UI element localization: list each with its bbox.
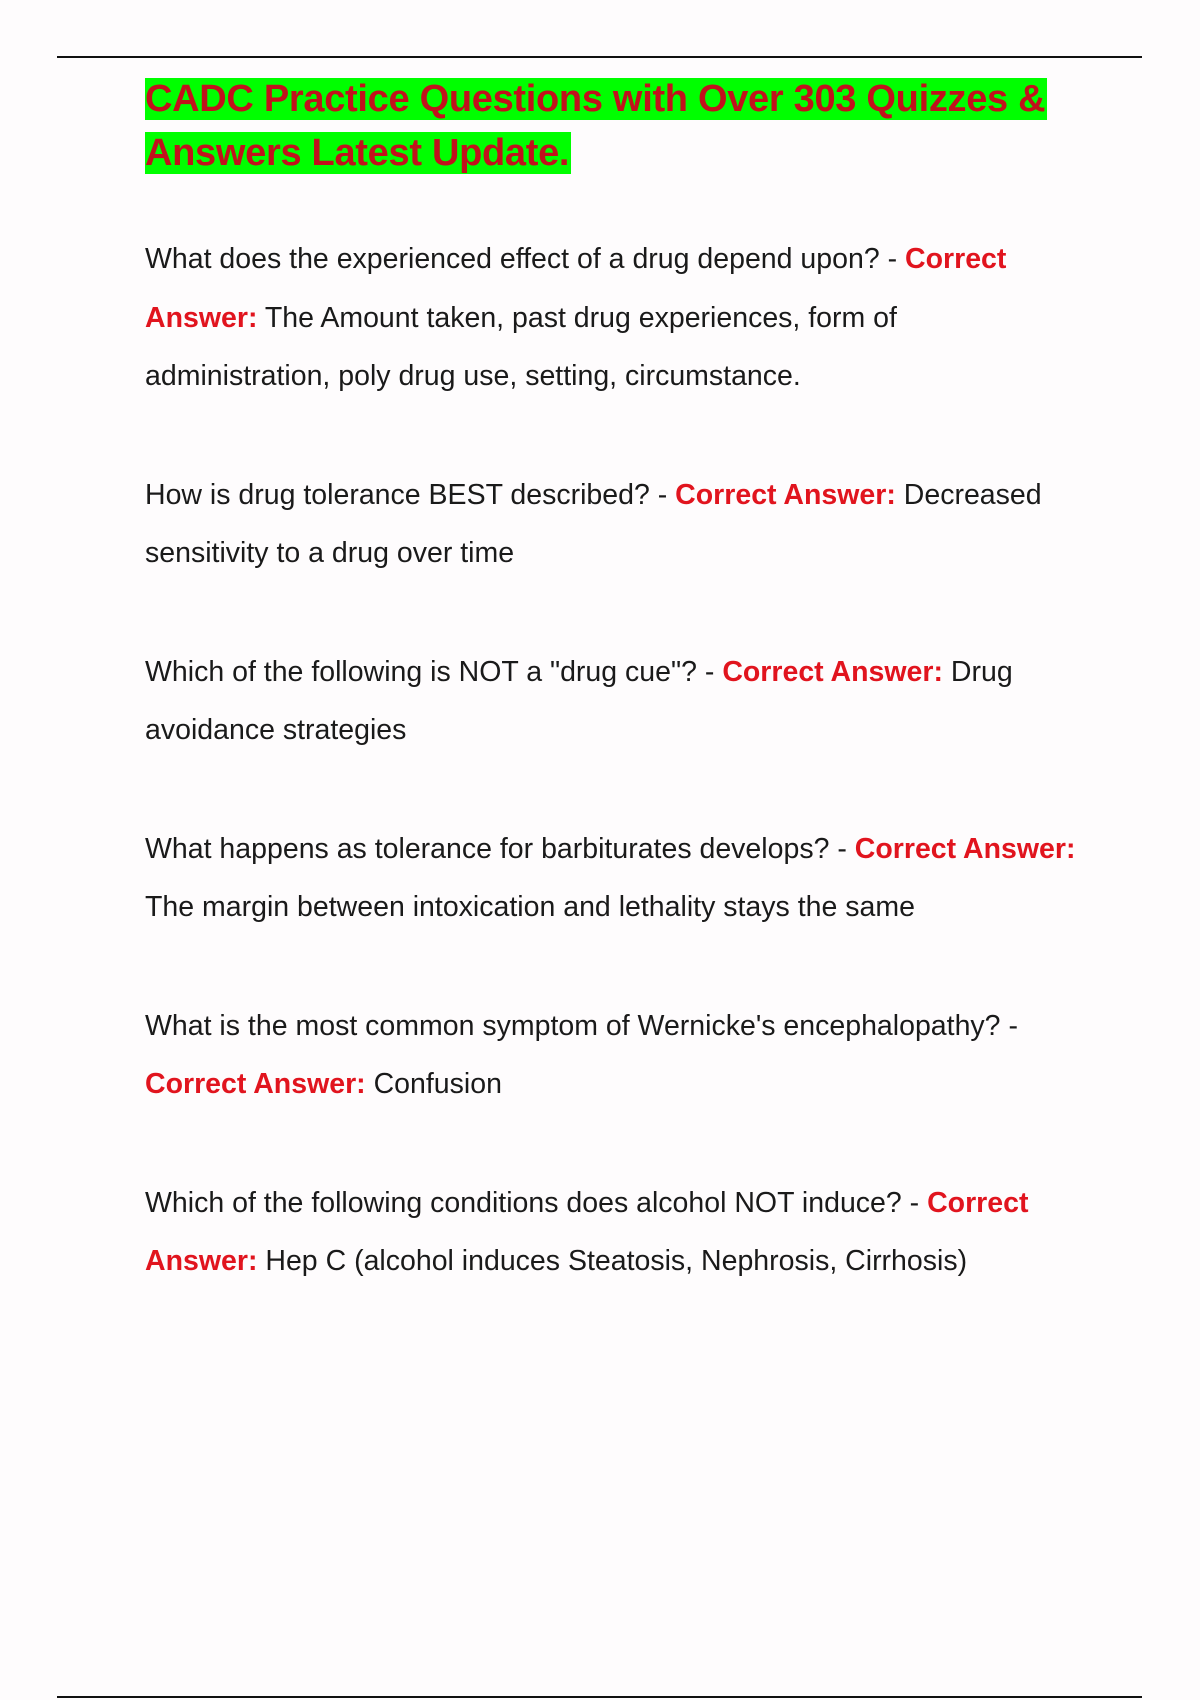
separator: -	[1008, 1009, 1018, 1042]
answer-text: Drug avoidance strategies	[145, 655, 1013, 746]
correct-answer-label: Correct Answer:	[854, 832, 1076, 865]
answer-text: Decreased sensitivity to a drug over time	[145, 478, 1042, 569]
separator: -	[887, 243, 898, 275]
qa-item	[145, 230, 1085, 406]
title-highlight: CADC Practice Questions with Over 303 Quizzes & Answers Latest Update.	[145, 78, 1046, 174]
correct-answer-label: Correct Answer:	[145, 1068, 366, 1100]
qa-item	[145, 997, 1085, 1114]
header-rule	[57, 56, 1142, 58]
correct-answer-label: Correct Answer:	[145, 243, 1007, 334]
separator: -	[909, 1186, 920, 1219]
correct-answer-label: Correct Answer:	[722, 655, 943, 688]
question-text: What is the most common symptom of Wernicke's encephalopathy?	[145, 1009, 1001, 1042]
answer-text: Confusion	[373, 1068, 502, 1100]
document-title	[145, 72, 1085, 180]
correct-answer-label: Correct Answer:	[675, 478, 896, 511]
answer-text: Hep C (alcohol induces Steatosis, Nephrosis, Cirrhosis)	[265, 1245, 968, 1277]
answer-text: The Amount taken, past drug experiences, form of administration, poly drug use, setting, circumstance.	[145, 301, 897, 392]
question-text: What does the experienced effect of a drug depend upon?	[145, 243, 880, 275]
separator: -	[837, 832, 847, 865]
qa-item	[145, 1174, 1085, 1291]
qa-item	[145, 820, 1085, 937]
question-text: Which of the following is NOT a "drug cue"?	[145, 655, 697, 688]
question-text: Which of the following conditions does alcohol NOT induce?	[145, 1186, 902, 1219]
footer-rule	[57, 1696, 1142, 1698]
question-text: How is drug tolerance BEST described?	[145, 478, 650, 511]
qa-item	[145, 643, 1085, 760]
separator: -	[657, 478, 668, 511]
correct-answer-label: Correct Answer:	[145, 1186, 1029, 1277]
document-body	[145, 72, 1085, 1351]
answer-text: The margin between intoxication and lethality stays the same	[145, 891, 915, 923]
question-text: What happens as tolerance for barbiturates develops?	[145, 832, 830, 865]
separator: -	[704, 655, 715, 688]
qa-item	[145, 466, 1085, 583]
